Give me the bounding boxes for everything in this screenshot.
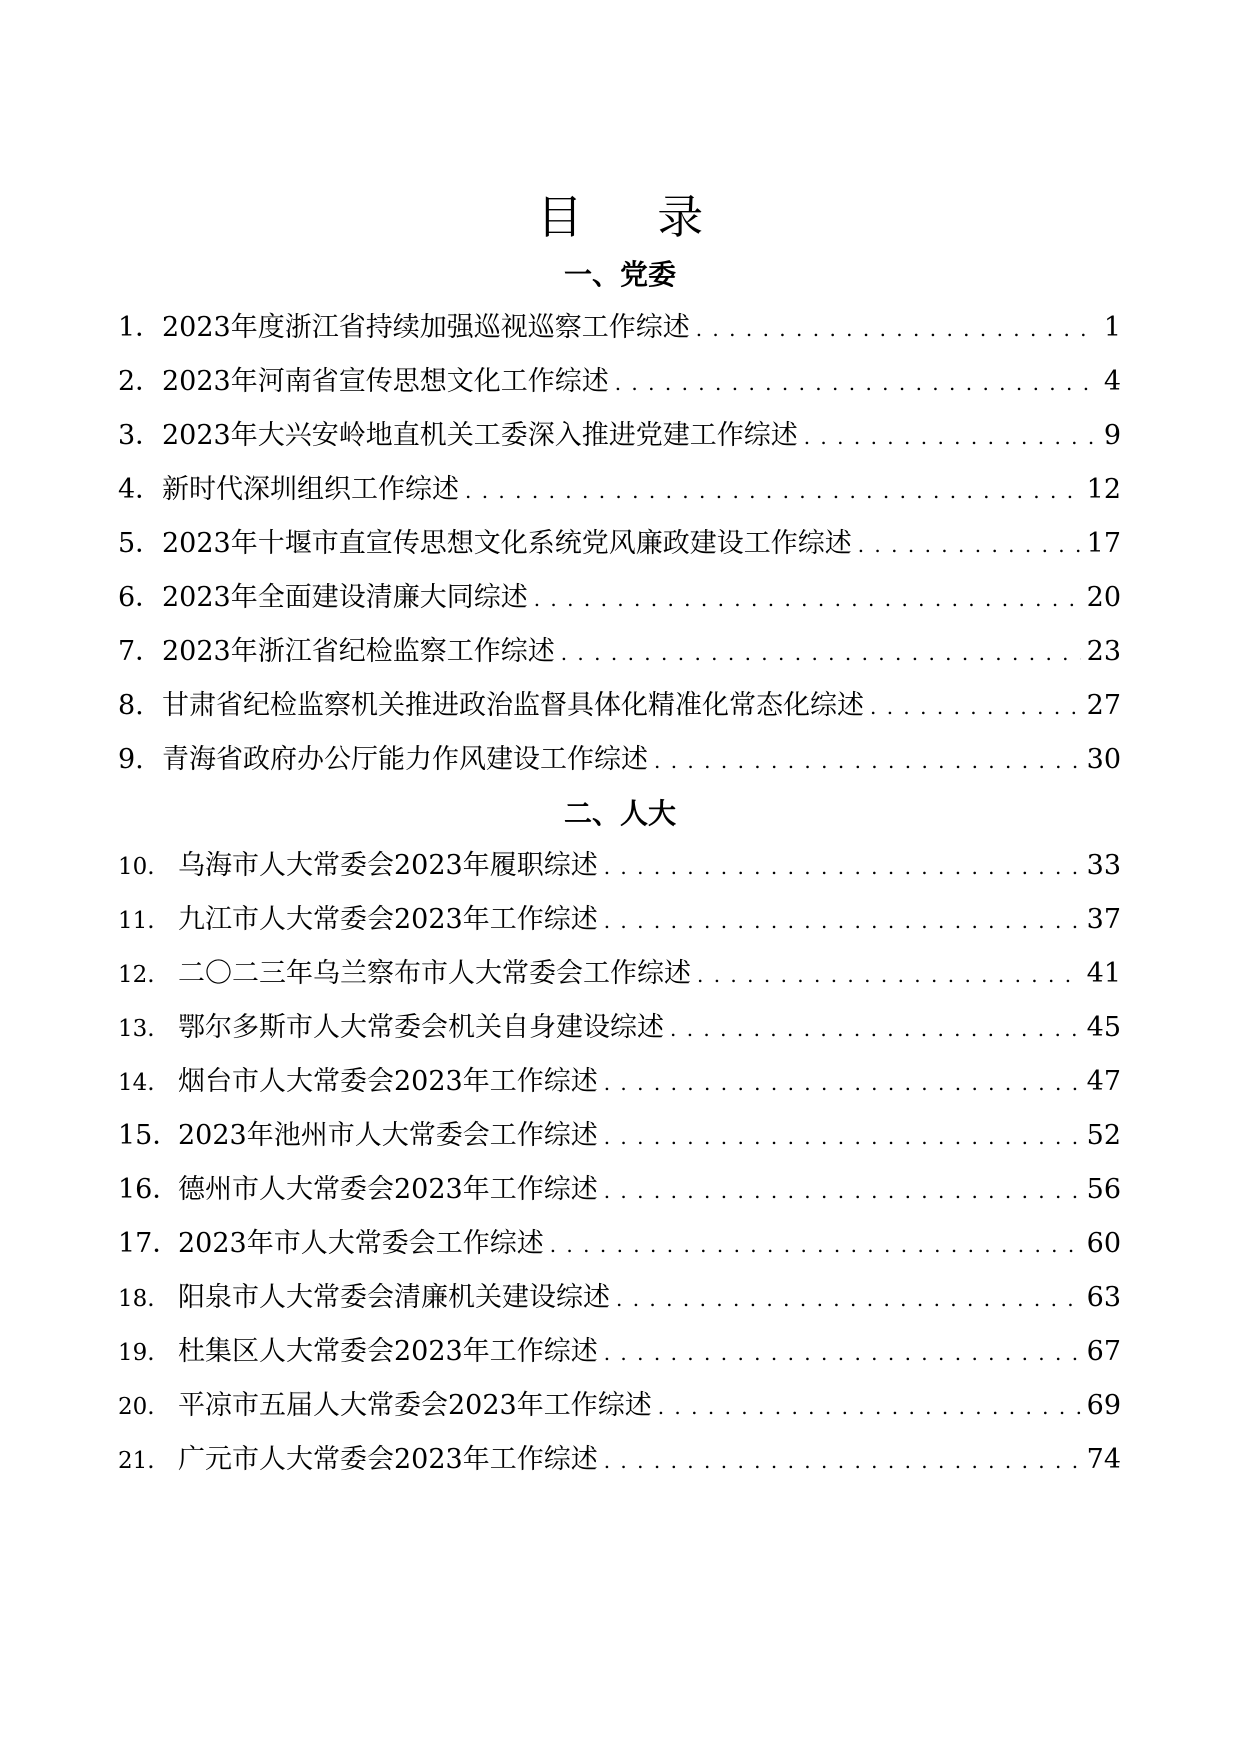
toc-entry-page: 30 [1086, 744, 1121, 775]
toc-entry[interactable] [118, 632, 1121, 686]
toc-list-peoples-congress [118, 846, 1121, 1494]
toc-entry[interactable] [118, 1440, 1121, 1494]
toc-entry-title: 2023年池州市人大常委会工作综述 [178, 1120, 598, 1151]
dot-leader [604, 1117, 1081, 1157]
toc-entry-title: 新时代深圳组织工作综述 [162, 474, 459, 505]
toc-entry-page: 52 [1086, 1120, 1121, 1151]
dot-leader [670, 1009, 1081, 1049]
toc-entry-number: 16． [118, 1174, 180, 1205]
toc-entry-page: 45 [1086, 1012, 1121, 1043]
toc-entry[interactable] [118, 1062, 1121, 1116]
toc-entry-page: 1 [1103, 312, 1121, 343]
toc-entry-number: 10. [118, 854, 155, 880]
dot-leader [616, 1279, 1081, 1319]
toc-entry-page: 63 [1086, 1282, 1121, 1313]
toc-entry-page: 60 [1086, 1228, 1121, 1259]
toc-entry-number: 1． [118, 312, 163, 343]
toc-entry-title: 青海省政府办公厅能力作风建设工作综述 [162, 744, 648, 775]
toc-entry-title: 广元市人大常委会2023年工作综述 [178, 1444, 598, 1475]
dot-leader [696, 309, 1098, 349]
toc-entry-title: 杜集区人大常委会2023年工作综述 [178, 1336, 598, 1367]
toc-entry-title: 烟台市人大常委会2023年工作综述 [178, 1066, 598, 1097]
toc-entry-page: 17 [1086, 528, 1121, 559]
toc-entry-number: 11. [118, 908, 155, 934]
toc-entry[interactable] [118, 1008, 1121, 1062]
toc-entry-page: 67 [1086, 1336, 1121, 1367]
toc-entry-number: 14. [118, 1070, 155, 1096]
dot-leader [697, 955, 1081, 995]
toc-entry-number: 18. [118, 1286, 155, 1312]
toc-entry-title: 鄂尔多斯市人大常委会机关自身建设综述 [178, 1012, 664, 1043]
dot-leader [604, 1171, 1081, 1211]
dot-leader [654, 741, 1081, 781]
toc-entry[interactable] [118, 1224, 1121, 1278]
dot-leader [604, 847, 1081, 887]
toc-entry-title: 2023年全面建设清廉大同综述 [162, 582, 528, 613]
toc-entry-page: 4 [1103, 366, 1121, 397]
toc-entry[interactable] [118, 1170, 1121, 1224]
toc-entry[interactable] [118, 1332, 1121, 1386]
dot-leader [615, 363, 1098, 403]
dot-leader [870, 687, 1081, 727]
dot-leader [604, 901, 1081, 941]
toc-entry-title: 2023年河南省宣传思想文化工作综述 [162, 366, 609, 397]
toc-entry-number: 8. [118, 690, 144, 721]
section-title-party-committee: 一、党委 [563, 258, 676, 291]
toc-entry[interactable] [118, 900, 1121, 954]
dot-leader [804, 417, 1098, 457]
toc-entry[interactable] [118, 954, 1121, 1008]
toc-entry[interactable] [118, 1278, 1121, 1332]
toc-entry-page: 41 [1086, 958, 1121, 989]
toc-entry-number: 19. [118, 1340, 155, 1366]
toc-entry-number: 20. [118, 1394, 155, 1420]
toc-entry-number: 15． [118, 1120, 180, 1151]
toc-entry-page: 69 [1086, 1390, 1121, 1421]
toc-entry[interactable] [118, 1386, 1121, 1440]
toc-entry-number: 2． [118, 366, 163, 397]
dot-leader [550, 1225, 1081, 1265]
dot-leader [604, 1333, 1081, 1373]
toc-entry-page: 20 [1086, 582, 1121, 613]
toc-entry-title: 阳泉市人大常委会清廉机关建设综述 [178, 1282, 610, 1313]
toc-entry-page: 37 [1086, 904, 1121, 935]
dot-leader [561, 633, 1081, 673]
toc-entry-number: 7． [118, 636, 163, 667]
toc-list-party-committee [118, 308, 1121, 794]
toc-entry-title: 2023年大兴安岭地直机关工委深入推进党建工作综述 [162, 420, 798, 451]
toc-entry-number: 13. [118, 1016, 155, 1042]
dot-leader [604, 1063, 1081, 1103]
toc-entry-number: 9. [118, 744, 144, 775]
toc-entry[interactable] [118, 362, 1121, 416]
toc-entry[interactable] [118, 846, 1121, 900]
toc-entry-page: 33 [1086, 850, 1121, 881]
toc-entry-title: 2023年浙江省纪检监察工作综述 [162, 636, 555, 667]
toc-entry-number: 12. [118, 962, 155, 988]
toc-entry-number: 6． [118, 582, 163, 613]
toc-entry-number: 17． [118, 1228, 180, 1259]
toc-entry-title: 2023年度浙江省持续加强巡视巡察工作综述 [162, 312, 690, 343]
toc-entry-page: 12 [1086, 474, 1121, 505]
toc-entry-number: 3． [118, 420, 163, 451]
toc-entry-page: 9 [1103, 420, 1121, 451]
toc-entry[interactable] [118, 470, 1121, 524]
dot-leader [604, 1441, 1081, 1481]
document-title: 目 录 [536, 189, 734, 244]
toc-entry[interactable] [118, 578, 1121, 632]
toc-entry[interactable] [118, 740, 1121, 794]
dot-leader [858, 525, 1081, 565]
toc-entry-page: 47 [1086, 1066, 1121, 1097]
toc-entry-page: 56 [1086, 1174, 1121, 1205]
dot-leader [534, 579, 1081, 619]
toc-entry-page: 23 [1086, 636, 1121, 667]
toc-entry[interactable] [118, 524, 1121, 578]
toc-entry-title: 乌海市人大常委会2023年履职综述 [178, 850, 598, 881]
toc-entry-title: 2023年市人大常委会工作综述 [178, 1228, 544, 1259]
toc-entry-page: 74 [1086, 1444, 1121, 1475]
toc-entry-title: 2023年十堰市直宣传思想文化系统党风廉政建设工作综述 [162, 528, 852, 559]
section-title-peoples-congress: 二、人大 [563, 797, 676, 830]
toc-entry-number: 4． [118, 474, 163, 505]
toc-entry[interactable] [118, 686, 1121, 740]
toc-entry-title: 德州市人大常委会2023年工作综述 [178, 1174, 598, 1205]
toc-entry-title: 平凉市五届人大常委会2023年工作综述 [178, 1390, 652, 1421]
toc-entry-number: 21. [118, 1448, 155, 1474]
toc-entry-title: 二〇二三年乌兰察布市人大常委会工作综述 [178, 958, 691, 989]
toc-entry-title: 甘肃省纪检监察机关推进政治监督具体化精准化常态化综述 [162, 690, 864, 721]
toc-entry[interactable] [118, 1116, 1121, 1170]
toc-entry-title: 九江市人大常委会2023年工作综述 [178, 904, 598, 935]
dot-leader [465, 471, 1081, 511]
toc-entry-page: 27 [1086, 690, 1121, 721]
dot-leader [658, 1387, 1081, 1427]
toc-entry-number: 5． [118, 528, 163, 559]
toc-entry[interactable] [118, 416, 1121, 470]
toc-entry[interactable] [118, 308, 1121, 362]
